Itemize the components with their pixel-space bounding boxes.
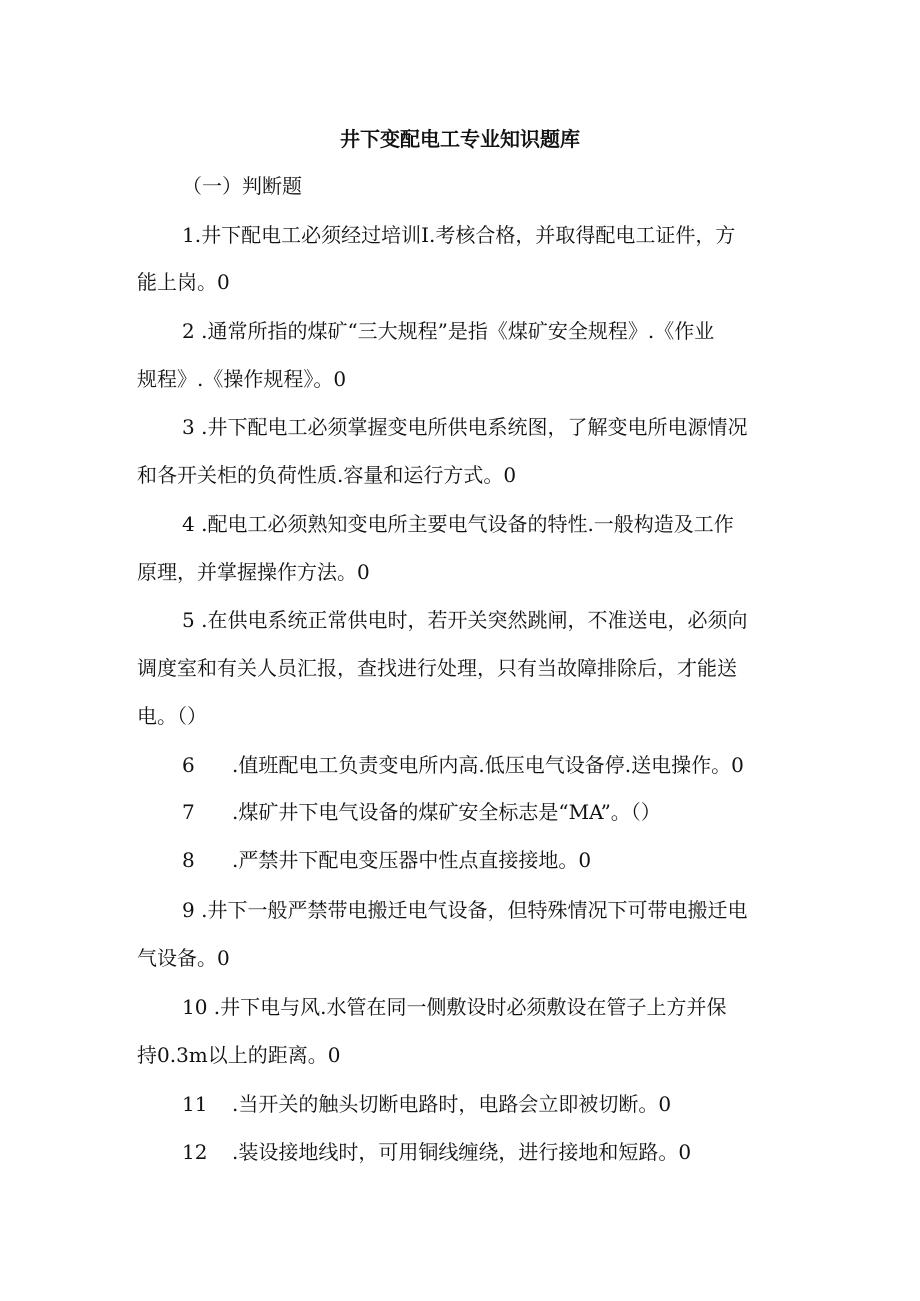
question-line: 气设备。0: [137, 946, 230, 970]
page-title: 井下变配电工专业知识题库: [340, 127, 580, 151]
question-line: 能上岗。0: [137, 270, 230, 294]
question-line: .当开关的触头切断电路时，电路会立即被切断。0: [232, 1092, 672, 1116]
question-number: 12: [182, 1140, 208, 1164]
question-number: 11: [182, 1092, 208, 1116]
question-line: 4 .配电工必须熟知变电所主要电气设备的特性.一般构造及工作: [182, 512, 734, 536]
question-line: 3 .井下配电工必须掌握变电所供电系统图，了解变电所电源情况: [182, 415, 748, 439]
section-heading: （一）判断题: [182, 174, 302, 198]
question-line: 10 .井下电与风.水管在同一侧敷设时必须敷设在管子上方并保: [182, 995, 727, 1019]
question-line: 持0.3m以上的距离。0: [137, 1043, 341, 1067]
question-line: 5 .在供电系统正常供电时，若开关突然跳闸，不准送电，必须向: [182, 608, 748, 632]
question-line: 和各开关柜的负荷性质.容量和运行方式。0: [137, 463, 517, 487]
question-line: 调度室和有关人员汇报，查找进行处理，只有当故障排除后，才能送: [137, 656, 737, 680]
question-line: .值班配电工负责变电所内高.低压电气设备停.送电操作。0: [232, 753, 744, 777]
question-line: 1.井下配电工必须经过培训I.考核合格，并取得配电工证件，方: [182, 223, 736, 247]
question-number: 6: [182, 753, 195, 777]
question-number: 8: [182, 848, 195, 872]
question-line: .严禁井下配电变压器中性点直接接地。0: [232, 848, 592, 872]
question-line: .装设接地线时，可用铜线缠绕，进行接地和短路。0: [232, 1140, 692, 1164]
question-number: 7: [182, 800, 195, 824]
question-line: 原理，并掌握操作方法。0: [137, 560, 370, 584]
question-line: 电。（）: [137, 704, 207, 728]
question-line: .煤矿井下电气设备的煤矿安全标志是“MA”。（）: [232, 800, 661, 824]
question-line: 9 .井下一般严禁带电搬迁电气设备，但特殊情况下可带电搬迁电: [182, 898, 748, 922]
question-line: 规程》.《操作规程》。0: [137, 367, 347, 391]
question-line: 2 .通常所指的煤矿“三大规程”是指《煤矿安全规程》.《作业: [182, 319, 715, 343]
